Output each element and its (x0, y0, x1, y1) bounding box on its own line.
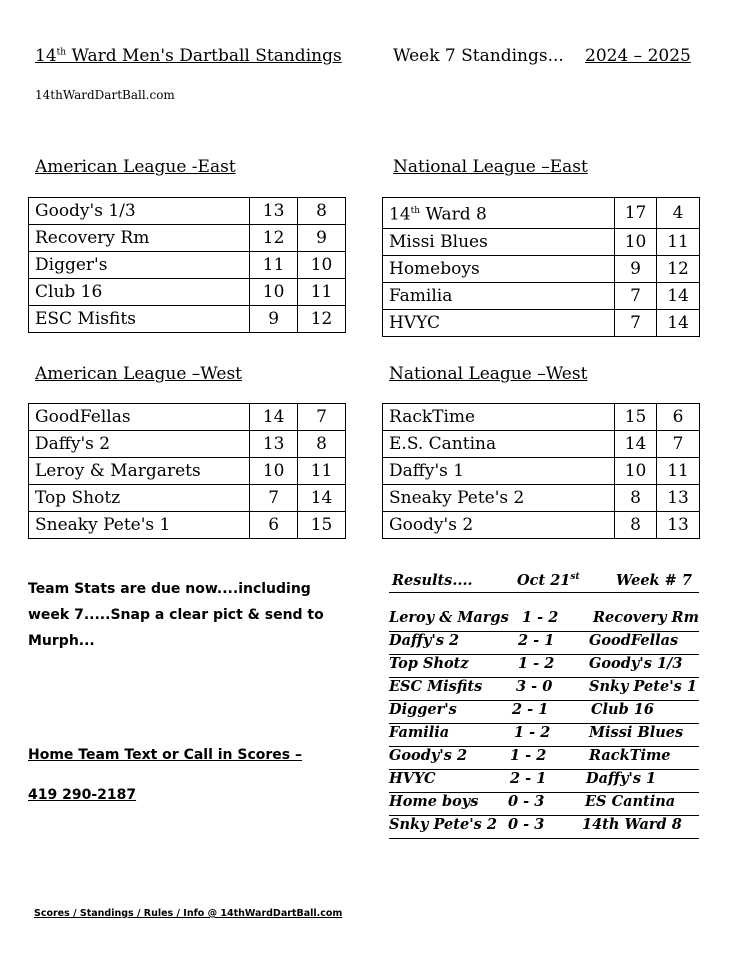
team-losses: 11 (657, 228, 700, 255)
team-name: Homeboys (383, 255, 615, 282)
nl-west-title: National League –West (389, 364, 588, 384)
team-wins: 10 (250, 458, 298, 485)
result-away: Goody's 1/3 (589, 655, 683, 672)
team-name: ESC Misfits (29, 306, 250, 333)
result-score: 2 - 1 (510, 770, 547, 787)
team-losses: 14 (298, 485, 346, 512)
result-score: 2 - 1 (512, 701, 549, 718)
team-name: Goody's 1/3 (29, 198, 250, 225)
team-wins: 6 (250, 512, 298, 539)
team-wins: 13 (250, 431, 298, 458)
result-away: RackTime (589, 747, 671, 764)
title-text: Ward Men's Dartball Standings (66, 46, 342, 66)
team-wins: 7 (615, 309, 657, 336)
result-home: Top Shotz (389, 655, 469, 672)
team-losses: 4 (657, 198, 700, 229)
team-wins: 10 (615, 228, 657, 255)
team-name-number: 14 (389, 204, 411, 225)
team-losses: 13 (657, 512, 700, 539)
team-losses: 7 (298, 404, 346, 431)
footer-info[interactable]: Scores / Standings / Rules / Info @ 14thWardDartBall.com (34, 908, 343, 919)
result-score: 3 - 0 (516, 678, 553, 695)
table-row (29, 404, 346, 431)
team-name: Leroy & Margarets (29, 458, 250, 485)
table-row (29, 225, 346, 252)
season-label: 2024 – 2025 (585, 46, 691, 66)
team-name: Daffy's 1 (383, 458, 615, 485)
team-losses: 9 (298, 225, 346, 252)
nl-east-table (382, 197, 700, 337)
table-row (29, 458, 346, 485)
week-label: Week 7 Standings... (393, 46, 564, 66)
al-east-table (28, 197, 346, 333)
list-item (389, 655, 699, 678)
table-row (29, 512, 346, 539)
result-away: 14th Ward 8 (582, 816, 682, 833)
team-name: Club 16 (29, 279, 250, 306)
list-item (389, 770, 699, 793)
team-wins: 13 (250, 198, 298, 225)
team-wins: 15 (615, 404, 657, 431)
team-name: Recovery Rm (29, 225, 250, 252)
team-name: Missi Blues (383, 228, 615, 255)
result-home: Familia (389, 724, 450, 741)
result-score: 1 - 2 (522, 609, 559, 626)
list-item (389, 701, 699, 724)
results-label: Results.... (392, 572, 473, 589)
result-away: ES Cantina (585, 793, 676, 810)
results-date-text: Oct 21 (517, 572, 571, 589)
team-wins: 7 (615, 282, 657, 309)
table-row (383, 228, 700, 255)
table-row (383, 282, 700, 309)
team-wins: 12 (250, 225, 298, 252)
phone-number[interactable]: 419 290-2187 (28, 787, 137, 803)
table-row (29, 485, 346, 512)
title-superscript: th (56, 47, 67, 58)
result-score: 2 - 1 (518, 632, 555, 649)
table-row (383, 431, 700, 458)
result-away: Recovery Rm (593, 609, 699, 626)
team-losses: 6 (657, 404, 700, 431)
team-wins: 9 (615, 255, 657, 282)
team-name: Sneaky Pete's 2 (383, 485, 615, 512)
team-losses: 14 (657, 309, 700, 336)
team-name (383, 198, 615, 229)
list-item (389, 678, 699, 701)
result-score: 1 - 2 (518, 655, 555, 672)
result-home: Daffy's 2 (389, 632, 460, 649)
list-item (389, 724, 699, 747)
team-losses: 8 (298, 431, 346, 458)
result-home: HVYC (389, 770, 436, 787)
page-title (35, 46, 342, 66)
team-name: HVYC (383, 309, 615, 336)
team-name-superscript: th (410, 206, 421, 216)
result-score: 0 - 3 (508, 793, 545, 810)
team-wins: 9 (250, 306, 298, 333)
list-item (389, 793, 699, 816)
nl-east-title: National League –East (393, 157, 588, 177)
team-wins: 14 (615, 431, 657, 458)
team-losses: 7 (657, 431, 700, 458)
result-score: 1 - 2 (510, 747, 547, 764)
result-away: Club 16 (591, 701, 654, 718)
results-date-superscript: st (570, 572, 580, 583)
table-row (29, 198, 346, 225)
team-name: E.S. Cantina (383, 431, 615, 458)
table-row (29, 252, 346, 279)
team-wins: 14 (250, 404, 298, 431)
title-number: 14 (35, 46, 57, 66)
team-name: Sneaky Pete's 1 (29, 512, 250, 539)
team-losses: 11 (657, 458, 700, 485)
team-name: RackTime (383, 404, 615, 431)
al-west-table (28, 403, 346, 539)
result-home: ESC Misfits (389, 678, 483, 695)
team-wins: 8 (615, 512, 657, 539)
team-wins: 7 (250, 485, 298, 512)
result-home: Digger's (389, 701, 457, 718)
team-losses: 11 (298, 458, 346, 485)
result-away: GoodFellas (589, 632, 679, 649)
note-line: Murph... (28, 633, 95, 649)
result-home: Goody's 2 (389, 747, 468, 764)
al-east-title: American League -East (35, 157, 236, 177)
result-away: Missi Blues (589, 724, 684, 741)
table-row (29, 279, 346, 306)
table-row (383, 198, 700, 229)
team-losses: 8 (298, 198, 346, 225)
result-score: 0 - 3 (508, 816, 545, 833)
team-losses: 10 (298, 252, 346, 279)
note-line: Team Stats are due now....including (28, 581, 311, 597)
team-losses: 15 (298, 512, 346, 539)
note-line: week 7.....Snap a clear pict & send to (28, 607, 324, 623)
list-item (389, 816, 699, 839)
result-away: Snky Pete's 1 (589, 678, 697, 695)
team-losses: 13 (657, 485, 700, 512)
result-score: 1 - 2 (514, 724, 551, 741)
results-week: Week # 7 (616, 572, 692, 589)
team-name: Familia (383, 282, 615, 309)
team-losses: 12 (298, 306, 346, 333)
team-name: Digger's (29, 252, 250, 279)
list-item (389, 747, 699, 770)
table-row (383, 458, 700, 485)
team-name: Goody's 2 (383, 512, 615, 539)
table-row (383, 309, 700, 336)
team-losses: 12 (657, 255, 700, 282)
home-team-note: Home Team Text or Call in Scores – (28, 747, 303, 763)
result-home: Home boys (389, 793, 479, 810)
list-item (389, 632, 699, 655)
al-west-title: American League –West (35, 364, 243, 384)
team-wins: 11 (250, 252, 298, 279)
results-header (389, 572, 699, 593)
list-item (389, 609, 699, 632)
table-row (383, 485, 700, 512)
table-row (383, 255, 700, 282)
results-date (517, 572, 580, 589)
team-name: GoodFellas (29, 404, 250, 431)
result-home: Leroy & Margs (389, 609, 509, 626)
table-row (383, 404, 700, 431)
team-losses: 14 (657, 282, 700, 309)
team-wins: 8 (615, 485, 657, 512)
team-stats-note (28, 576, 324, 654)
team-name: Top Shotz (29, 485, 250, 512)
team-wins: 17 (615, 198, 657, 229)
team-wins: 10 (250, 279, 298, 306)
team-wins: 10 (615, 458, 657, 485)
table-row (29, 431, 346, 458)
result-away: Daffy's 1 (586, 770, 657, 787)
team-losses: 11 (298, 279, 346, 306)
website-link[interactable]: 14thWardDartBall.com (35, 88, 175, 102)
team-name-text: Ward 8 (420, 204, 487, 225)
nl-west-table (382, 403, 700, 539)
result-home: Snky Pete's 2 (389, 816, 497, 833)
team-name: Daffy's 2 (29, 431, 250, 458)
table-row (29, 306, 346, 333)
table-row (383, 512, 700, 539)
